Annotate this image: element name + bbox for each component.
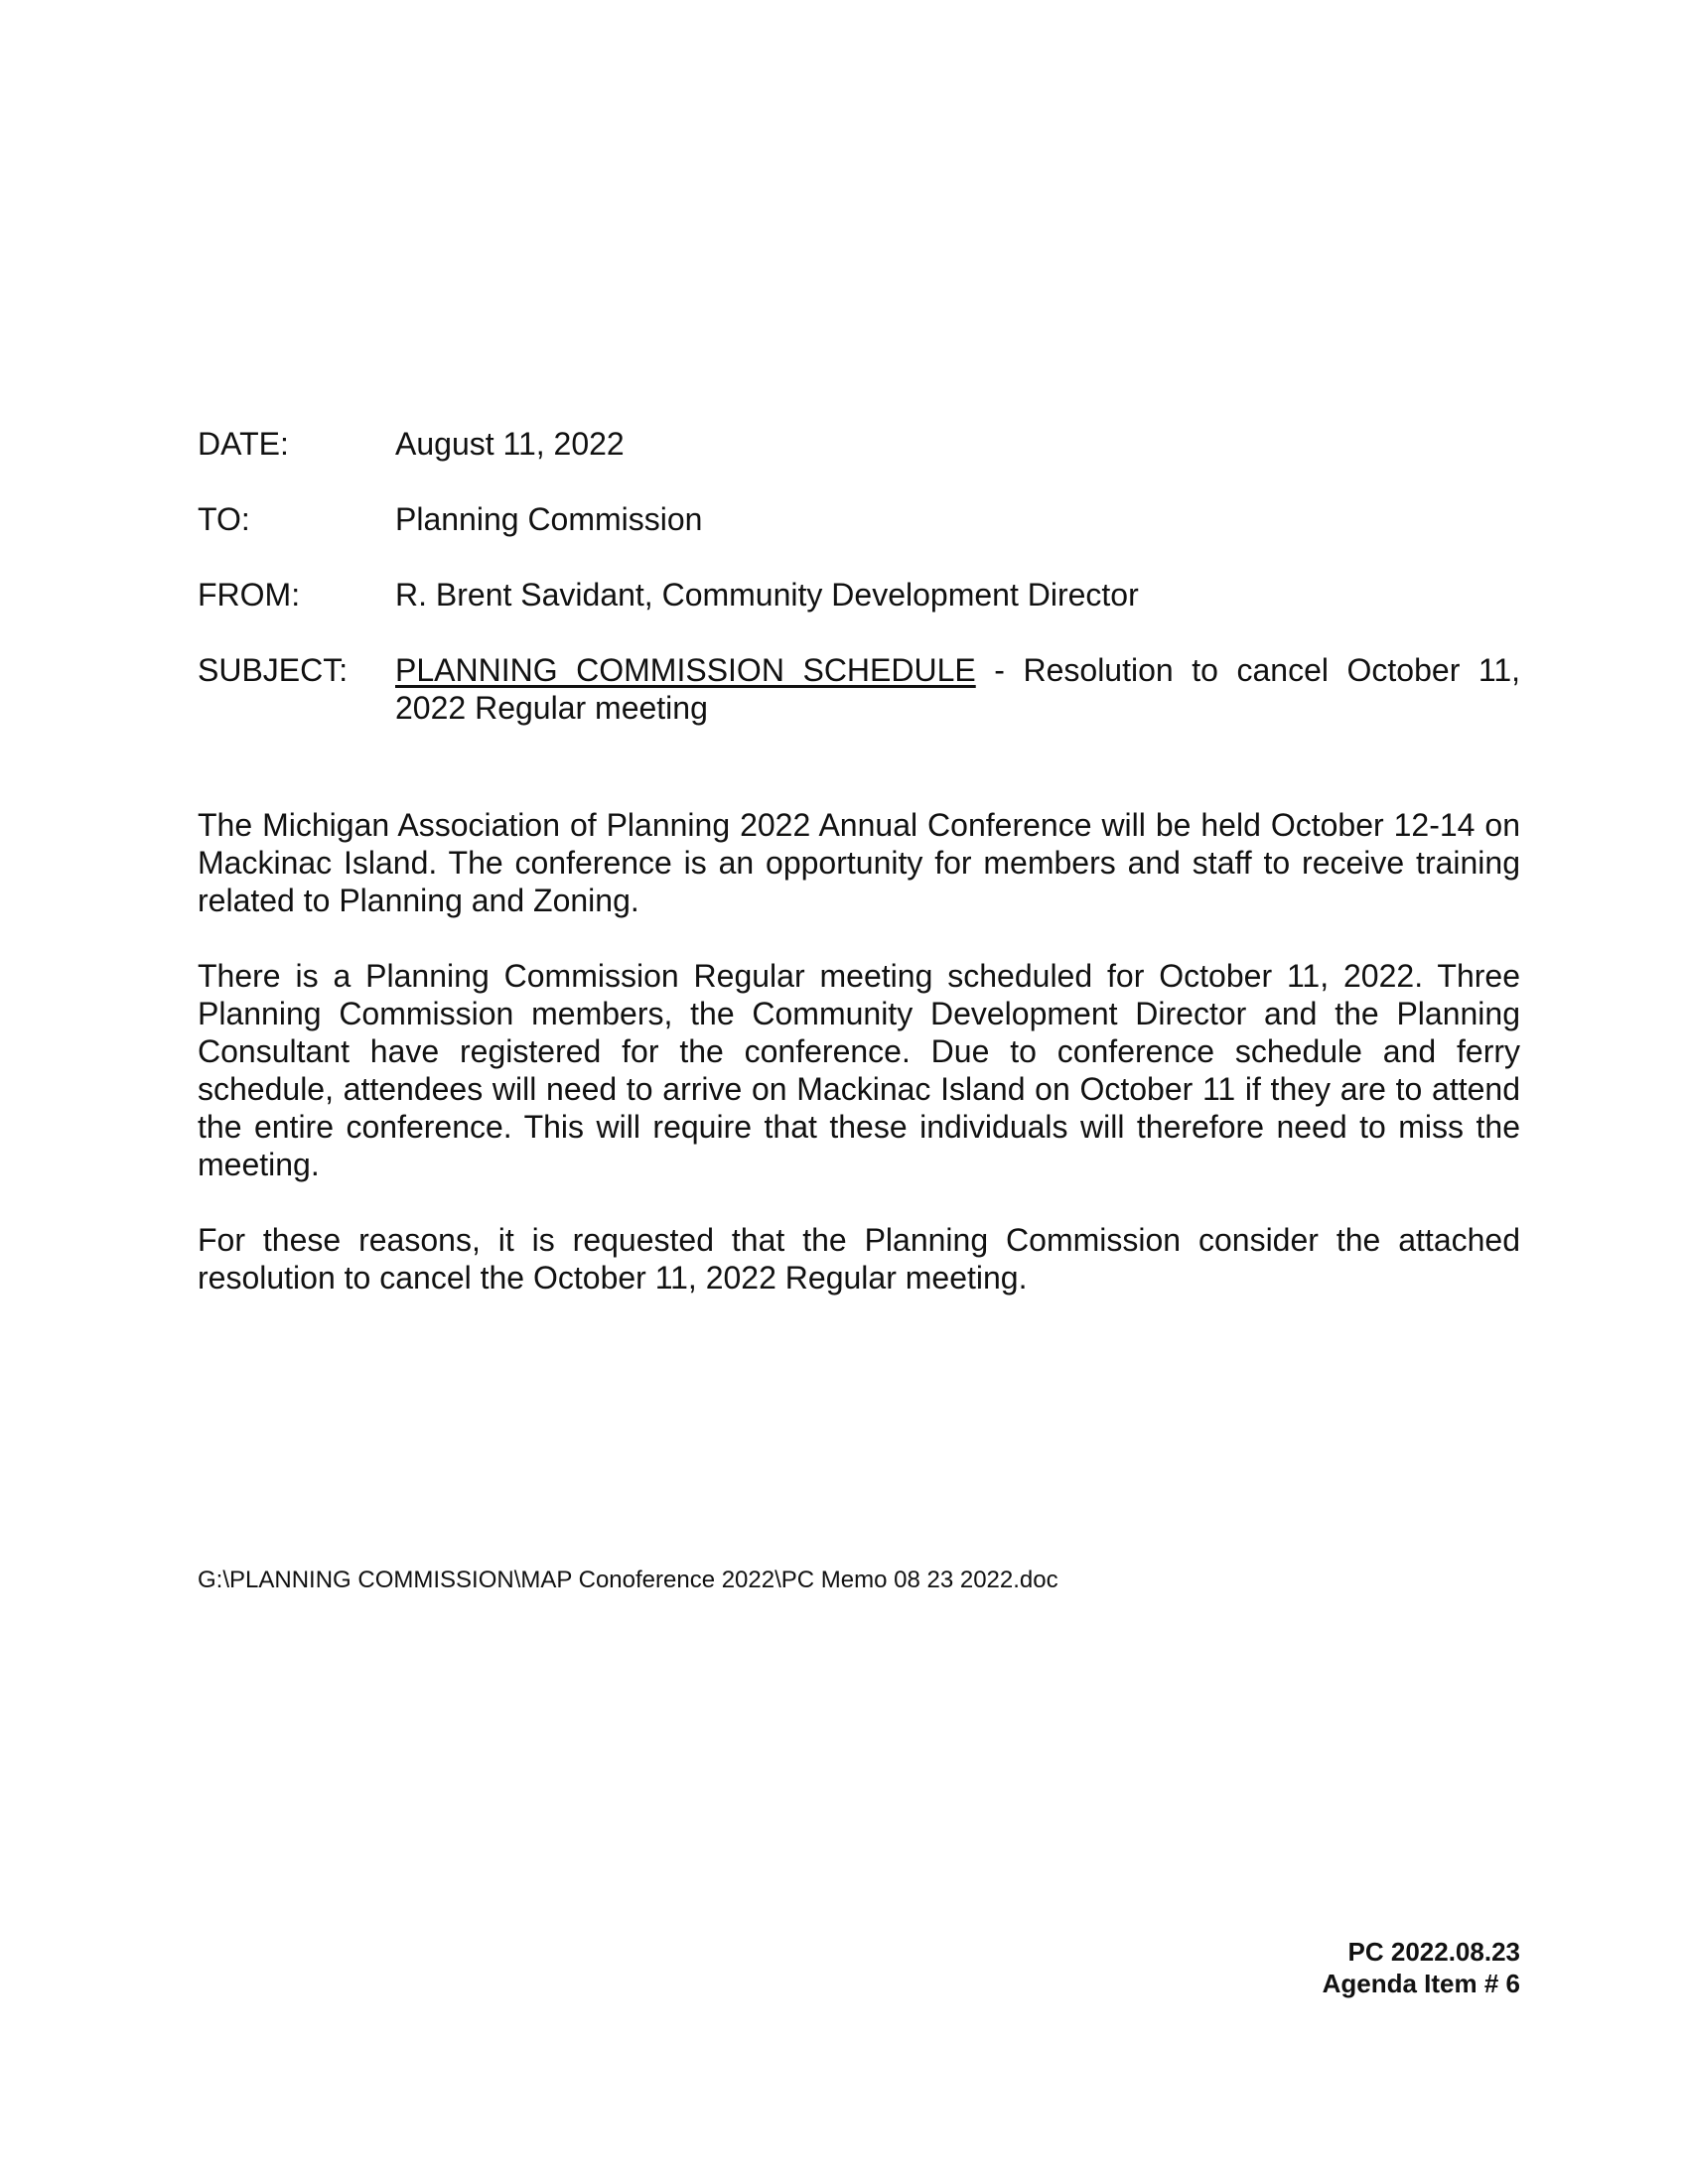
to-value: Planning Commission <box>395 501 703 537</box>
memo-header <box>198 425 1520 764</box>
to-label: TO: <box>198 501 250 537</box>
subject-label: SUBJECT: <box>198 652 349 688</box>
body-paragraph-2: There is a Planning Commission Regular meeting scheduled for October 11, 2022. Three Planning Commission members, the Community Development Director and the Planning Consultant have registered for the conference. Due to conference schedule and ferry schedule, attendees will need to arrive on Mackinac Island on October 11 if they are to attend the entire conference. This will require that these individuals will therefore need to miss the meeting. <box>198 958 1520 1182</box>
subject-description: - Resolution to cancel October 11, 2022 Regular meeting <box>395 652 1520 726</box>
to-row <box>198 500 1520 538</box>
subject-value <box>395 651 1520 727</box>
body-paragraph-1: The Michigan Association of Planning 2022 Annual Conference will be held October 12-14 on Mackinac Island. The conference is an opportunity for members and staff to receive training related to Planning and Zoning. <box>198 807 1520 918</box>
subject-title: PLANNING COMMISSION SCHEDULE <box>395 652 976 688</box>
agenda-item-number: Agenda Item # 6 <box>1322 1969 1520 1998</box>
date-label: DATE: <box>198 426 289 462</box>
date-value: August 11, 2022 <box>395 426 625 462</box>
body-paragraph-3: For these reasons, it is requested that the Planning Commission consider the attached resolution to cancel the October 11, 2022 Regular meeting. <box>198 1222 1520 1296</box>
file-path: G:\PLANNING COMMISSION\MAP Conoference 2022\PC Memo 08 23 2022.doc <box>198 1567 1058 1593</box>
subject-row <box>198 651 1520 727</box>
from-label: FROM: <box>198 577 301 613</box>
meeting-reference: PC 2022.08.23 <box>1347 1937 1520 1967</box>
memo-body <box>198 806 1520 1334</box>
date-row <box>198 425 1520 463</box>
agenda-footer <box>1323 1936 1520 1999</box>
from-value: R. Brent Savidant, Community Development Director <box>395 577 1139 613</box>
from-row <box>198 576 1520 614</box>
